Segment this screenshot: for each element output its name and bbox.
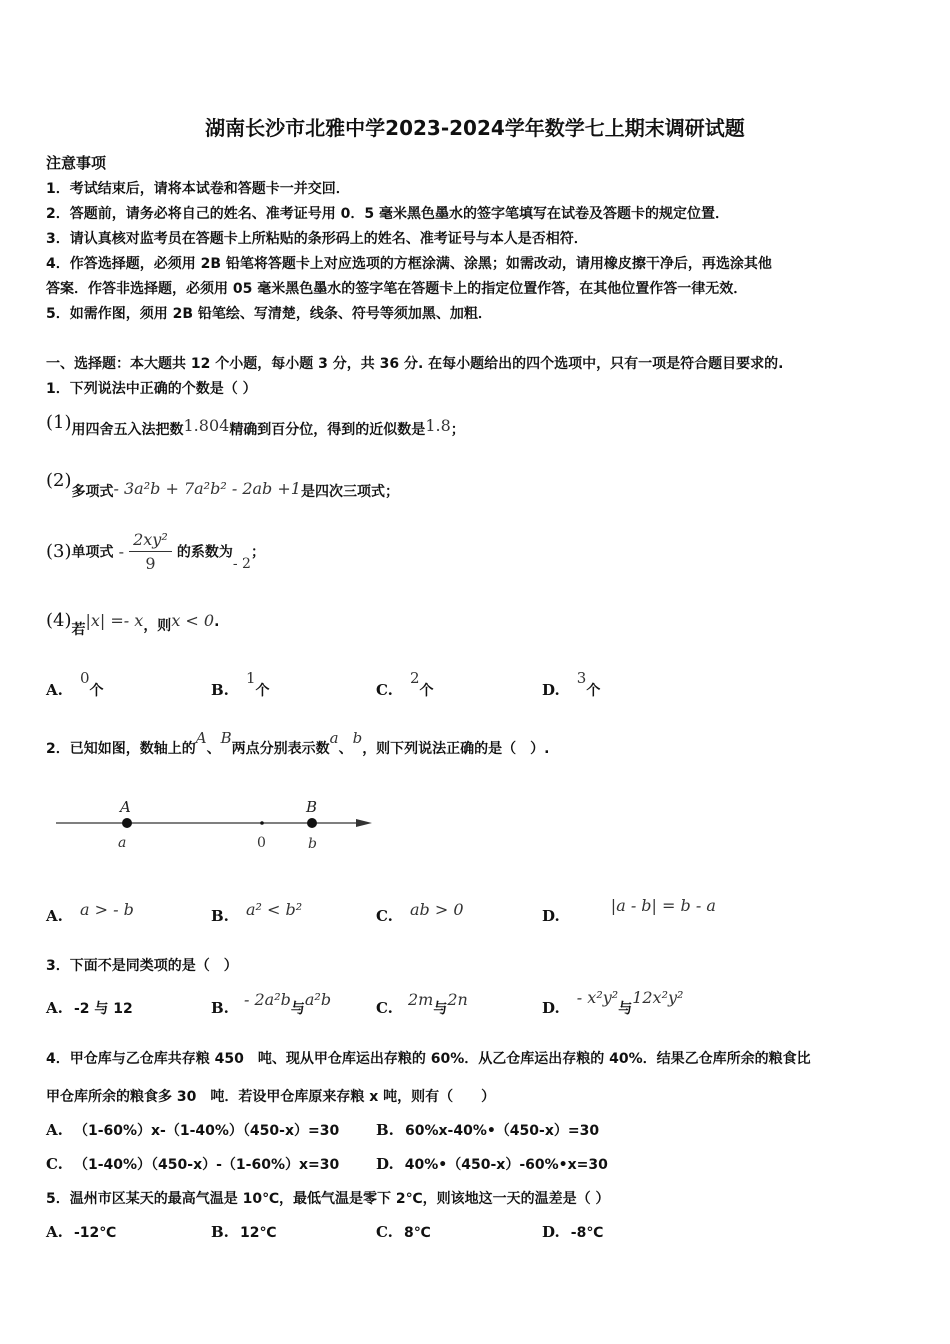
point-b-dot <box>307 818 317 828</box>
q5-option-c[interactable]: C. 8℃ <box>376 1223 431 1241</box>
notice-item: 5．如需作图，须用 2B 铅笔绘、写清楚，线条、符号等须加黑、加粗． <box>46 306 492 322</box>
question-4-stem-line-1: 4．甲仓库与乙仓库共存粮 450 吨、现从甲仓库运出存粮的 60%．从乙仓库运出存粮的 40%．结果乙仓库所余的粮食比 <box>46 1051 811 1067</box>
monomial-fraction: $\frac{\text{2xy²}}{9}$ <box>129 530 172 573</box>
question-3-stem: 3．下面不是同类项的是（ ） <box>46 958 238 974</box>
q2-option-d[interactable]: D. |a - b| = b - a <box>542 896 716 925</box>
q5-option-a[interactable]: A. -12℃ <box>46 1223 117 1241</box>
q4-option-d[interactable]: D. 40%•（450-x）-60%•x=30 <box>376 1155 608 1173</box>
absolute-value-expression: |x| =- x <box>85 611 144 630</box>
notice-item: 答案．作答非选择题，必须用 05 毫米黑色墨水的签字笔在答题卡上的指定位置作答，在其他位置作答一律无效． <box>46 281 748 297</box>
polynomial-expression: - 3a²b + 7a²b² - 2ab +1 <box>113 479 301 498</box>
q3-option-b[interactable]: B. - 2a²b与a²b <box>211 990 332 1017</box>
statement-label: (3) <box>46 541 72 562</box>
q1-option-a[interactable]: A. 0个 <box>46 669 104 699</box>
q2-option-a[interactable]: A. a > - b <box>46 900 134 925</box>
label-A: A <box>120 798 131 816</box>
page-title: 湖南长沙市北雅中学2023-2024学年数学七上期末调研试题 <box>205 116 745 140</box>
notice-item: 3．请认真核对监考员在答题卡上所粘贴的条形码上的姓名、准考证号与本人是否相符． <box>46 231 588 247</box>
q1-statement-3: (3)单项式 - $\frac{\text{2xy²}}{9}$ 的系数为- 2； <box>46 530 265 573</box>
q1-statement-1: (1)用四舍五入法把数1.804精确到百分位，得到的近似数是1.8； <box>46 412 465 438</box>
statement-label: (2) <box>46 470 72 491</box>
q1-option-b[interactable]: B. 1个 <box>211 669 270 699</box>
notice-item: 4．作答选择题，必须用 2B 铅笔将答题卡上对应选项的方框涂满、涂黑；如需改动，请用橡皮擦干净后，再选涂其他 <box>46 256 772 272</box>
label-a: a <box>118 835 127 851</box>
q4-option-a[interactable]: A. （1-60%）x-（1-40%）（450-x）=30 <box>46 1121 340 1139</box>
q1-option-d[interactable]: D. 3个 <box>542 669 601 699</box>
question-4-stem-line-2: 甲仓库所余的粮食多 30 吨．若设甲仓库原来存粮 x 吨，则有（ ） <box>46 1089 496 1105</box>
section-heading: 一、选择题：本大题共 12 个小题，每小题 3 分，共 36 分. 在每小题给出的四个选项中，只有一项是符合题目要求的. <box>46 356 784 372</box>
q1-statement-4: (4)若|x| =- x，则x < 0. <box>46 610 220 638</box>
q4-option-c[interactable]: C. （1-40%）（450-x）-（1-60%）x=30 <box>46 1155 340 1173</box>
q1-statement-2: (2)多项式- 3a²b + 7a²b² - 2ab +1是四次三项式； <box>46 470 399 500</box>
origin-tick <box>260 821 264 825</box>
q4-option-b[interactable]: B. 60%x-40%•（450-x）=30 <box>376 1121 600 1139</box>
q3-option-d[interactable]: D. - x²y²与12x²y² <box>542 988 684 1017</box>
q2-option-b[interactable]: B. a² < b² <box>211 900 303 925</box>
question-5-stem: 5．温州市区某天的最高气温是 10℃，最低气温是零下 2℃，则该地这一天的温差是（ ） <box>46 1191 610 1207</box>
notice-heading: 注意事项 <box>46 154 107 172</box>
question-2-stem: 2．已知如图，数轴上的A、B两点分别表示数a、b，则下列说法正确的是（ ）. <box>46 729 550 757</box>
notice-item: 2．答题前，请务必将自己的姓名、准考证号用 0．5 毫米黑色墨水的签字笔填写在试卷及答题卡的规定位置． <box>46 206 729 222</box>
point-a-dot <box>122 818 132 828</box>
statement-label: (4) <box>46 610 72 631</box>
q5-option-d[interactable]: D. -8℃ <box>542 1223 604 1241</box>
statement-label: (1) <box>46 412 72 433</box>
label-B: B <box>306 798 318 816</box>
arrow-right-icon <box>356 819 372 827</box>
question-1-stem: 1．下列说法中正确的个数是（ ） <box>46 381 257 397</box>
q5-option-b[interactable]: B. 12℃ <box>211 1223 277 1241</box>
label-zero: 0 <box>257 835 266 851</box>
number-line-figure <box>50 790 380 860</box>
q3-option-c[interactable]: C. 2m与2n <box>376 990 468 1017</box>
notice-item: 1．考试结束后，请将本试卷和答题卡一并交回． <box>46 181 350 197</box>
q3-option-a[interactable]: A. -2 与 12 <box>46 999 133 1017</box>
q2-option-c[interactable]: C. ab > 0 <box>376 900 464 925</box>
q1-option-c[interactable]: C. 2个 <box>376 669 434 699</box>
label-b: b <box>308 836 317 852</box>
